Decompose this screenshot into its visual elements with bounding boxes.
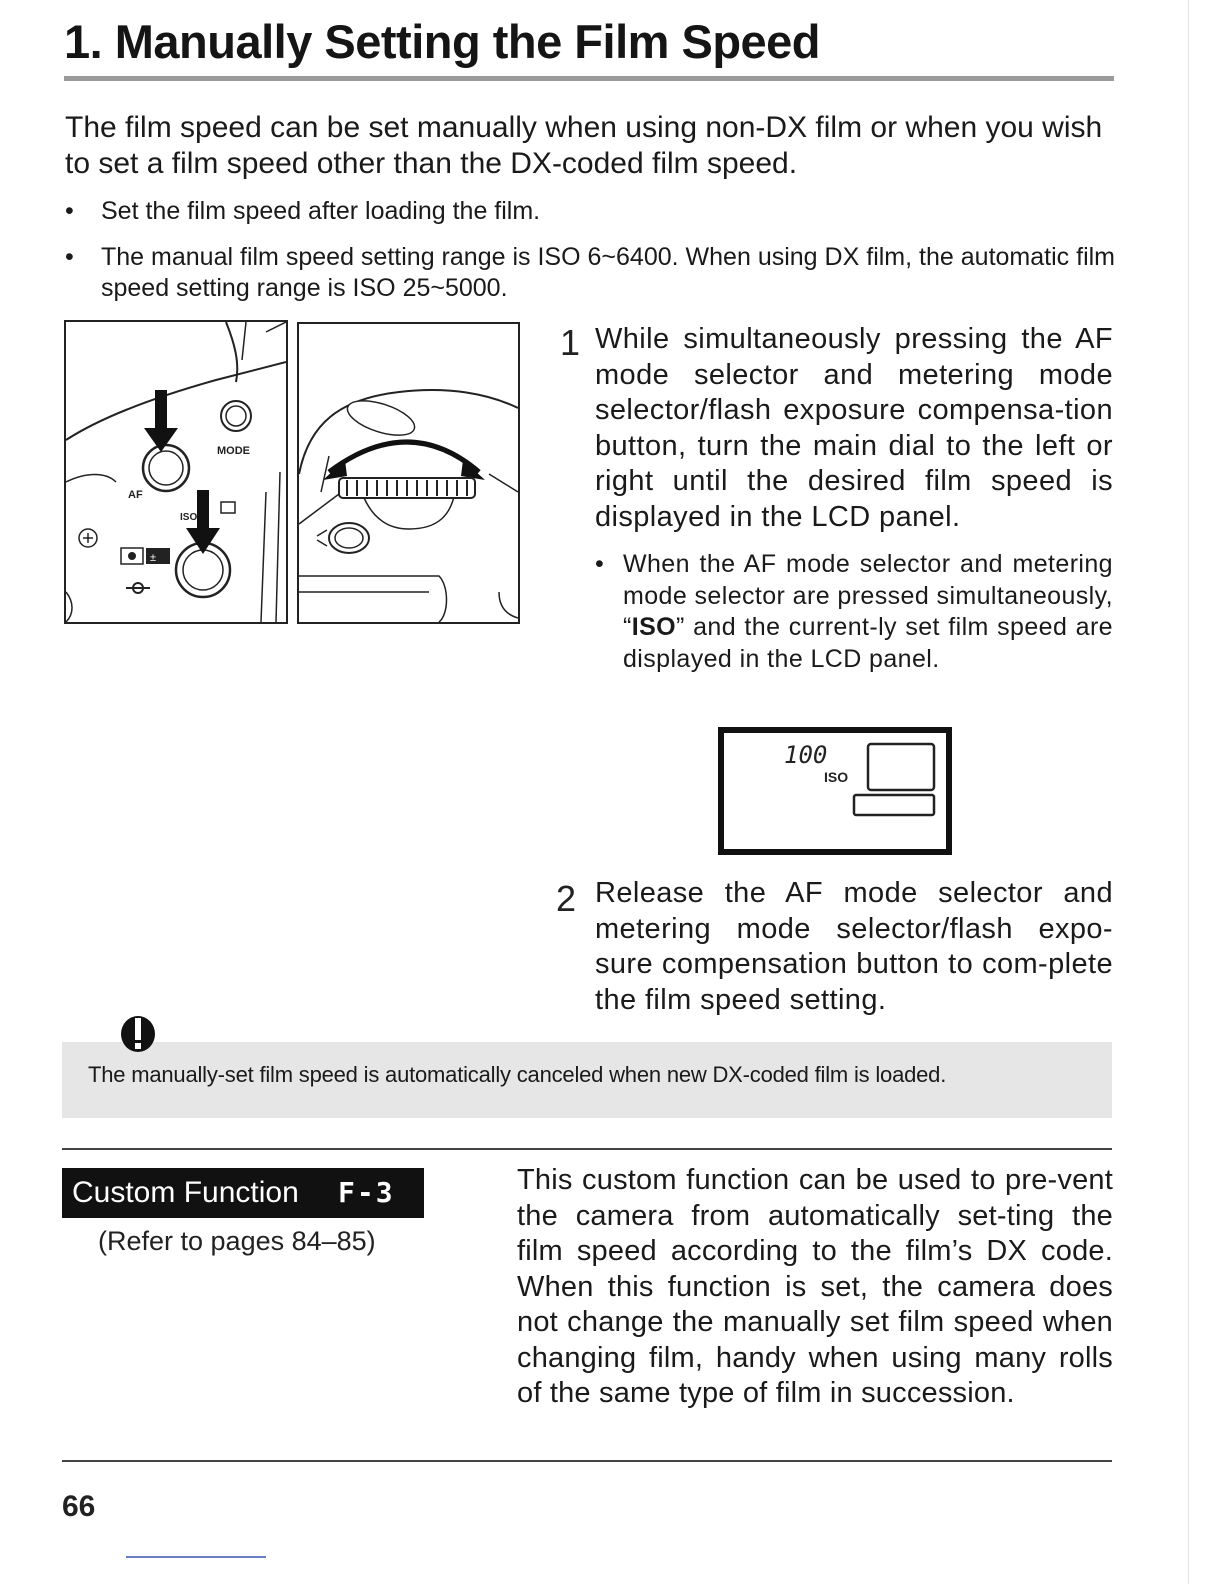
section-divider — [62, 1460, 1112, 1462]
page-number: 66 — [62, 1490, 96, 1523]
bullet-text: Set the film speed after loading the film. — [101, 197, 541, 225]
caution-icon — [118, 1012, 158, 1054]
mode-label: MODE — [217, 445, 250, 457]
camera-buttons-illustration — [64, 320, 288, 624]
custom-function-label: Custom Function — [72, 1176, 299, 1209]
caution-text: The manually-set film speed is automatically canceled when new DX-coded film is loaded. — [88, 1062, 947, 1087]
lcd-panel-drawing — [718, 727, 952, 855]
section-divider — [62, 1148, 1112, 1150]
af-label: AF — [128, 489, 143, 501]
bullet-marker: • — [595, 550, 605, 578]
note-iso-bold: ISO — [631, 613, 677, 641]
bullet-marker: • — [65, 197, 74, 225]
flash-compensation-icon — [121, 548, 170, 564]
rotation-arc-icon — [329, 442, 479, 472]
svg-text:±: ± — [150, 552, 157, 564]
lcd-panel-illustration — [718, 727, 952, 855]
lcd-film-speed-value: 100 — [784, 741, 828, 769]
bullet-marker: • — [65, 243, 74, 271]
shutter-button-icon — [317, 523, 369, 553]
bottom-accent-line — [126, 1556, 266, 1558]
custom-function-badge — [62, 1168, 424, 1218]
bullet-item — [65, 242, 1115, 308]
iso-label: ISO — [180, 512, 198, 523]
custom-function-code: F-3 — [338, 1176, 395, 1209]
step-1-note-text — [623, 549, 1113, 675]
exposure-comp-symbol-icon — [126, 583, 150, 593]
bullet-item — [65, 196, 1115, 230]
page-title: 1. Manually Setting the Film Speed — [64, 15, 821, 68]
step-1-number: 1 — [560, 322, 581, 363]
step-1-instruction: While simultaneously pressing the AF mode selector and metering mode selector/flash exposure compensa-tion button, turn the main dial to the left or right until the desired film speed is displayed in the LCD panel. — [595, 323, 1113, 533]
title-underline — [64, 76, 1114, 81]
custom-function-description: This custom function can be used to pre-vent the camera from automatically set-ting the film speed according to the film’s DX code. When this function is set, the camera does not change the manually set film speed when changing film, handy when using many rolls of the same type of film in succession. — [517, 1164, 1113, 1409]
page-edge-shadow — [1188, 0, 1189, 1584]
target-symbol-icon — [79, 529, 97, 547]
step-2-instruction: Release the AF mode selector and metering mode selector/flash expo-sure compensation button to com-plete the film speed setting. — [595, 877, 1113, 1016]
af-button-icon — [143, 445, 189, 491]
mode-button-icon — [221, 401, 251, 431]
step-2-number: 2 — [556, 878, 577, 919]
lcd-iso-label: ISO — [824, 769, 849, 785]
main-dial-drawing — [299, 324, 518, 622]
page-reference: (Refer to pages 84–85) — [98, 1226, 376, 1256]
bullet-text: The manual film speed setting range is ISO 6~6400. When using DX film, the automatic film speed setting range is ISO 25~5000. — [101, 243, 1115, 302]
metering-icon — [221, 502, 235, 513]
main-dial-icon — [339, 478, 475, 498]
intro-paragraph: The film speed can be set manually when using non-DX film or when you wish to set a film speed other than the DX-coded film speed. — [65, 111, 1103, 180]
main-dial-illustration — [297, 322, 520, 624]
camera-buttons-drawing — [66, 322, 286, 622]
note-text-start: When the AF mode selector and metering mode selector are pressed simultaneously, “ — [623, 550, 1113, 641]
down-arrow-icon — [144, 390, 178, 452]
note-text-end: ” and the current-ly set film speed are displayed in the LCD panel. — [623, 613, 1113, 673]
